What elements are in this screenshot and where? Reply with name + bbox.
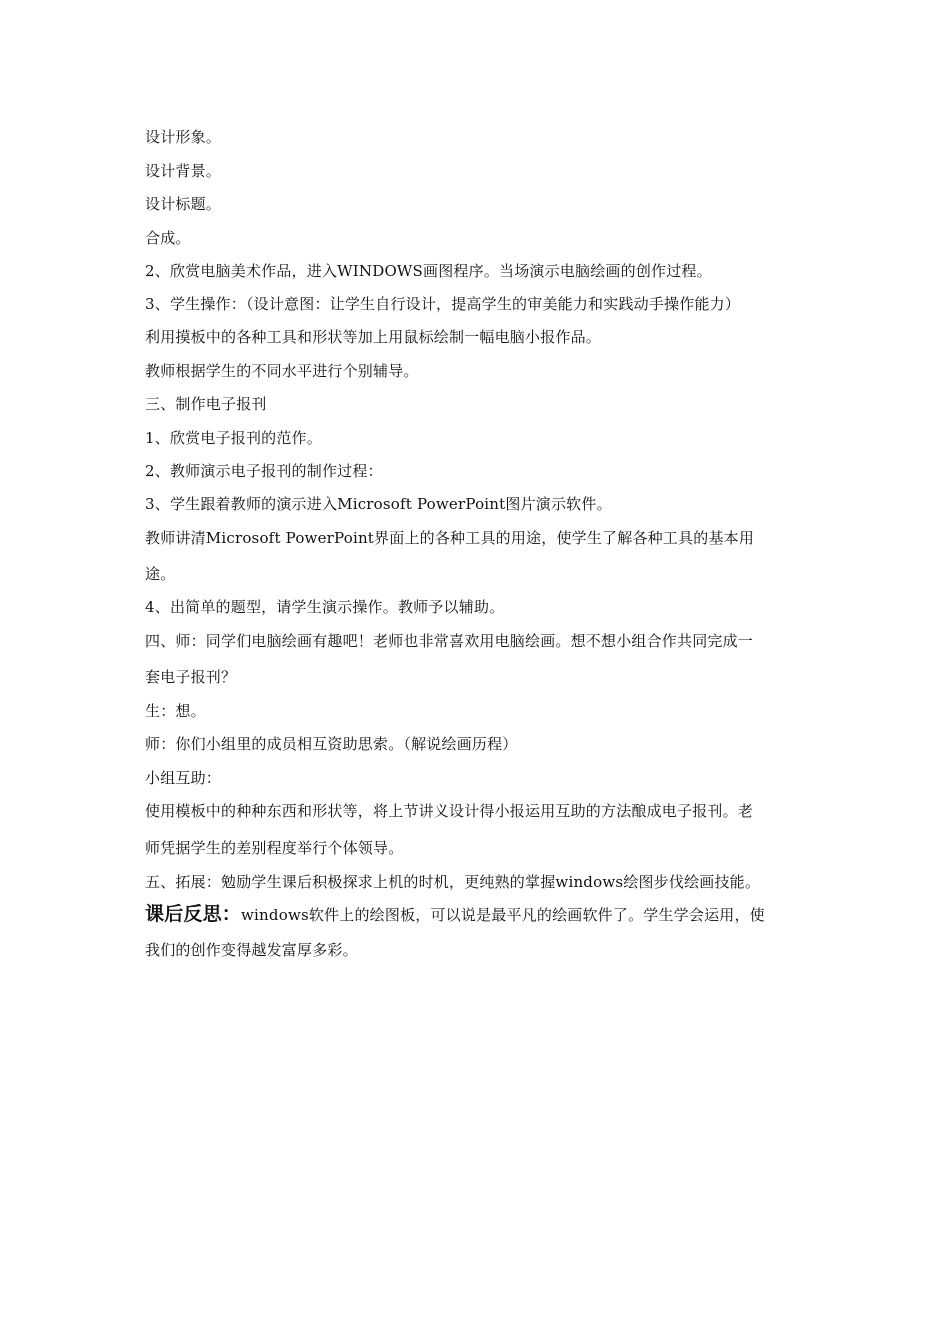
text-line: 设计背景。 [145, 162, 222, 180]
text-line: 3、学生操作：（设计意图：让学生自行设计，提高学生的审美能力和实践动手操作能力） [145, 295, 741, 313]
text-line: 师凭据学生的差别程度举行个体领导。 [145, 839, 404, 857]
text-line: 设计标题。 [145, 195, 222, 213]
text-line: 设计形象。 [145, 128, 222, 146]
text-line: 利用摸板中的各种工具和形状等加上用鼠标绘制一幅电脑小报作品。 [145, 328, 602, 346]
text-line: 教师讲清Microsoft PowerPoint界面上的各种工具的用途，使学生了解各种工具的基本用 [145, 529, 755, 547]
text-line: 2、欣赏电脑美术作品，进入WINDOWS画图程序。当场演示电脑绘画的创作过程。 [145, 262, 712, 280]
document-page [145, 0, 810, 1344]
text-line: 四、师：同学们电脑绘画有趣吧！老师也非常喜欢用电脑绘画。想不想小组合作共同完成一 [145, 632, 754, 650]
text-line: 1、欣赏电子报刊的范作。 [145, 429, 322, 447]
text-line: 4、出简单的题型，请学生演示操作。教师予以辅助。 [145, 598, 505, 616]
reflection-text: windows软件上的绘图板，可以说是最平凡的绘画软件了。学生学会运用，使 [241, 906, 765, 924]
text-line: 五、拓展：勉励学生课后积极探求上机的时机，更纯熟的掌握windows绘图步伐绘画技能。 [145, 873, 761, 891]
reflection-line [145, 904, 765, 925]
text-line: 小组互助： [145, 769, 222, 787]
text-line: 使用模板中的种种东西和形状等，将上节讲义设计得小报运用互助的方法酿成电子报刊。老 [145, 802, 754, 820]
text-line: 生：想。 [145, 702, 206, 720]
text-line: 套电子报刊？ [145, 668, 237, 686]
text-line: 3、学生跟着教师的演示进入Microsoft PowerPoint图片演示软件。 [145, 495, 612, 513]
reflection-continuation: 我们的创作变得越发富厚多彩。 [145, 941, 358, 959]
section-heading: 三、制作电子报刊 [145, 395, 267, 413]
reflection-label: 课后反思： [145, 903, 242, 925]
text-line: 合成。 [145, 229, 191, 247]
text-line: 师：你们小组里的成员相互资助思索。（解说绘画历程） [145, 735, 518, 753]
text-line: 2、教师演示电子报刊的制作过程： [145, 462, 383, 480]
text-line: 教师根据学生的不同水平进行个别辅导。 [145, 362, 419, 380]
text-line: 途。 [145, 565, 176, 583]
